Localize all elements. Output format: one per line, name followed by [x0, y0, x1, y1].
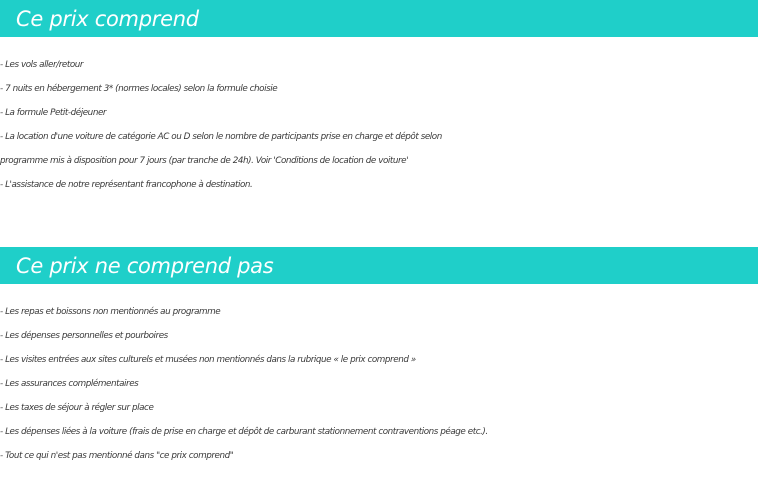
excluded-item: - Les dépenses personnelles et pourboires	[0, 331, 168, 341]
included-item: - L'assistance de notre représentant francophone à destination.	[0, 180, 253, 190]
included-item-continuation: programme mis à disposition pour 7 jours (par tranche de 24h). Voir 'Conditions de location de voiture'	[0, 156, 409, 166]
excluded-item: - Les assurances complémentaires	[0, 379, 139, 389]
included-items-list	[0, 53, 758, 197]
included-item: - La location d'une voiture de catégorie AC ou D selon le nombre de participants prise en charge et dépôt selon	[0, 132, 442, 142]
included-item: - La formule Petit-déjeuner	[0, 108, 107, 118]
excluded-item: - Les taxes de séjour à régler sur place	[0, 403, 154, 413]
excluded-item: - Les repas et boissons non mentionnés au programme	[0, 307, 221, 317]
excluded-section-header	[0, 247, 758, 284]
excluded-item: - Les dépenses liées à la voiture (frais de prise en charge et dépôt de carburant stationnement contraventions péage etc.).	[0, 427, 488, 437]
included-section-header	[0, 0, 758, 37]
included-item: - 7 nuits en hébergement 3* (normes locales) selon la formule choisie	[0, 84, 278, 94]
excluded-item: - Les visites entrées aux sites culturels et musées non mentionnés dans la rubrique « le prix comprend »	[0, 355, 416, 365]
excluded-items-list	[0, 300, 758, 468]
excluded-item: - Tout ce qui n'est pas mentionné dans "ce prix comprend"	[0, 451, 234, 461]
included-section-title: Ce prix comprend	[16, 6, 199, 31]
excluded-section-title: Ce prix ne comprend pas	[16, 253, 274, 278]
included-item: - Les vols aller/retour	[0, 60, 84, 70]
